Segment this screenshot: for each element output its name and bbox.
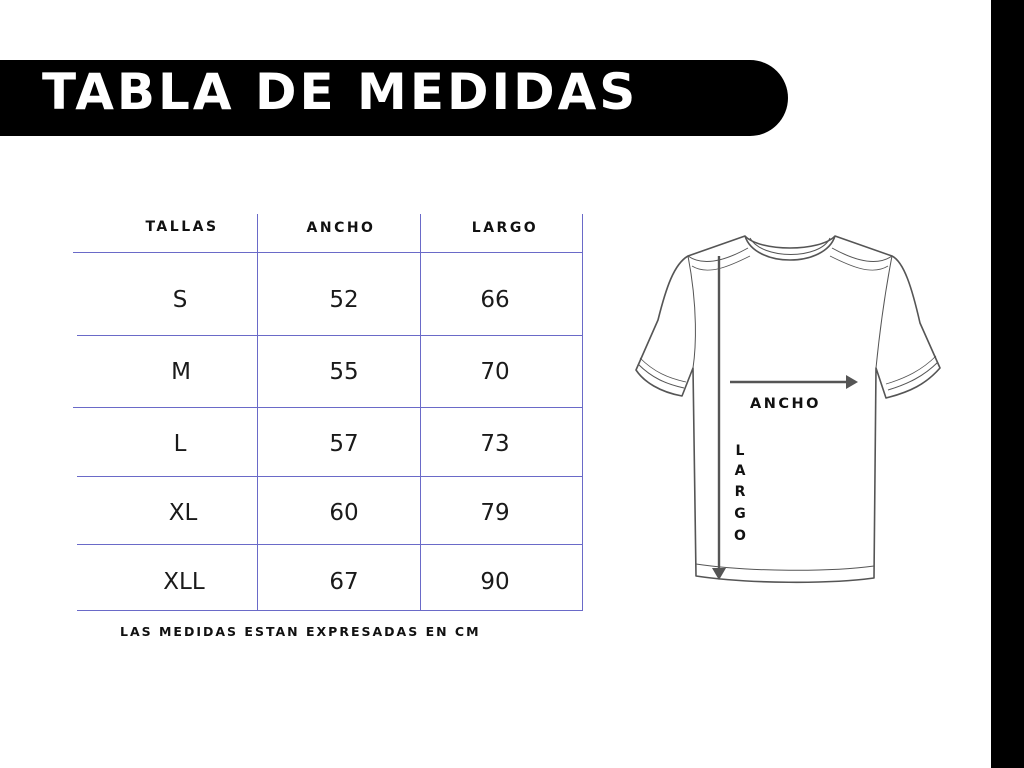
largo-label-letter: O	[734, 528, 746, 544]
table-cell-largo: 70	[480, 359, 510, 385]
table-col-divider	[420, 214, 421, 611]
table-row-divider	[73, 407, 583, 408]
table-cell-size: L	[173, 431, 187, 457]
table-cell-largo: 79	[480, 500, 510, 526]
table-cell-largo: 73	[480, 431, 510, 457]
table-row-divider	[73, 252, 583, 253]
column-header-largo: LARGO	[471, 220, 539, 236]
largo-label-letter: A	[734, 463, 746, 479]
largo-label-letter: L	[735, 443, 745, 459]
table-cell-ancho: 52	[329, 287, 359, 313]
table-cell-largo: 66	[480, 287, 510, 313]
table-cell-ancho: 57	[329, 431, 359, 457]
ancho-label: ANCHO	[750, 396, 821, 412]
units-footnote: LAS MEDIDAS ESTAN EXPRESADAS EN CM	[120, 624, 481, 639]
table-cell-largo: 90	[480, 569, 510, 595]
largo-label-letter: R	[734, 484, 746, 500]
table-right-border	[582, 214, 583, 611]
table-cell-ancho: 55	[329, 359, 359, 385]
table-cell-ancho: 67	[329, 569, 359, 595]
table-bottom-border	[77, 610, 583, 611]
table-row-divider	[77, 476, 583, 477]
table-cell-ancho: 60	[329, 500, 359, 526]
page-title: TABLA DE MEDIDAS	[42, 63, 639, 121]
table-cell-size: XLL	[163, 569, 205, 595]
table-row-divider	[77, 335, 583, 336]
column-header-tallas: TALLAS	[145, 219, 219, 235]
table-cell-size: M	[171, 359, 191, 385]
table-col-divider	[257, 214, 258, 611]
right-edge-bar	[991, 0, 1024, 768]
table-cell-size: XL	[168, 500, 198, 526]
largo-label-letter: G	[734, 506, 746, 522]
table-row-divider	[77, 544, 583, 545]
table-cell-size: S	[172, 287, 188, 313]
column-header-ancho: ANCHO	[306, 220, 376, 236]
